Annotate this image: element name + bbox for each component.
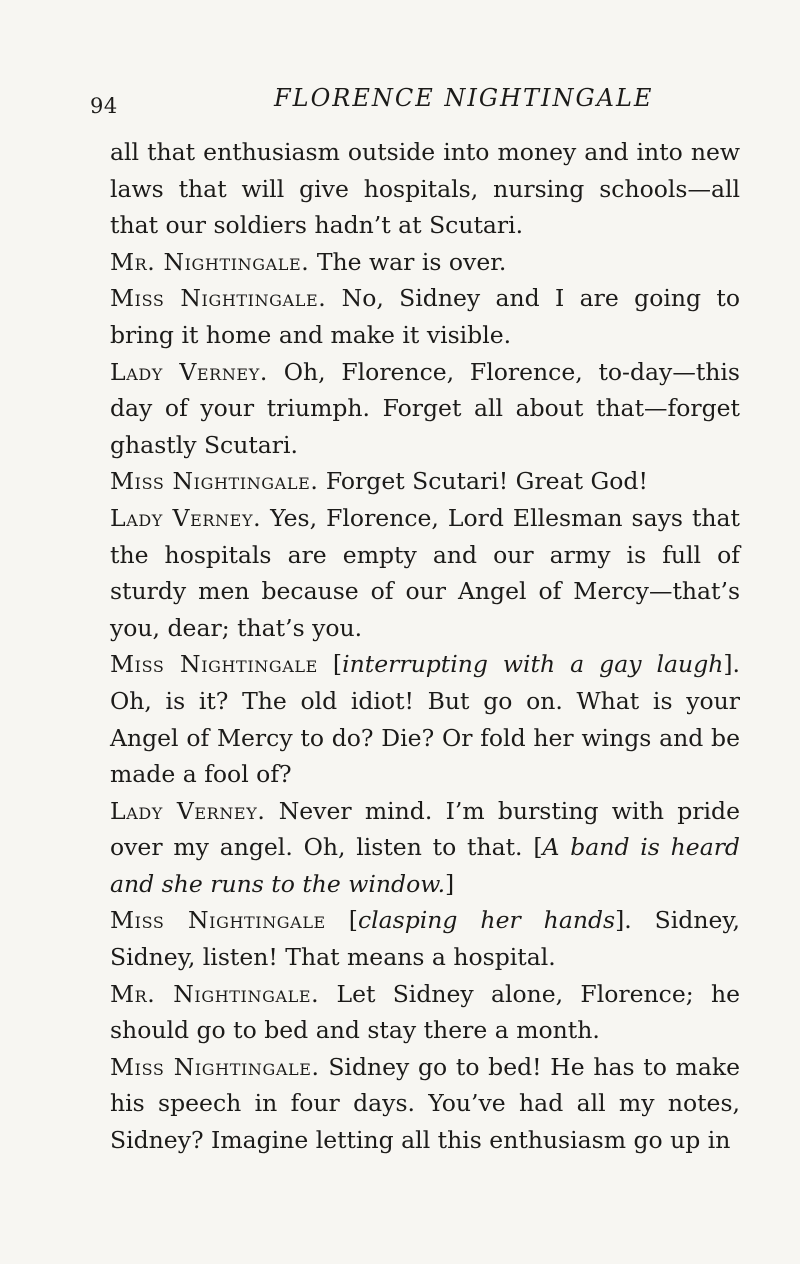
speaker-name: Lady Verney. [110, 357, 268, 386]
speech-text: Oh, Florence, Florence, to-day—this day of your triumph. Forget all about that—forget ghastly Scutari. [110, 357, 740, 459]
speech-miss-nightingale [110, 902, 740, 975]
speech-text: Oh, is it? The old idiot! But go on. What is your Angel of Mercy to do? Die? Or fold her wings and be made a fool of? [110, 686, 740, 789]
speech-miss-nightingale [110, 280, 740, 353]
bracket-open: [ [317, 650, 343, 679]
stage-direction: A band is heard and she runs to the window. [110, 833, 740, 898]
paragraph-text: all that enthusiasm outside into money and into new laws that will give hospitals, nursing schools—all that our soldiers hadn’t at Scutari. [110, 138, 740, 240]
speech-text: Let Sidney alone, Florence; he should go to bed and stay there a month. [110, 979, 740, 1045]
speaker-name: Mr. Nightingale. [110, 979, 320, 1008]
speaker-name: Miss Nightingale [110, 650, 318, 679]
speech-text: Never mind. I’m bursting with pride over my angel. Oh, listen to that. [ [110, 796, 740, 862]
speech-mr-nightingale [110, 976, 740, 1049]
speaker-name: Miss Nightingale. [110, 467, 319, 496]
speech-miss-nightingale [110, 646, 740, 792]
bracket-close: ] [445, 869, 455, 898]
speaker-name: Lady Verney. [110, 503, 262, 532]
speech-text: Sidney, Sidney, listen! That means a hospital. [110, 906, 740, 972]
speech-text: Yes, Florence, Lord Ellesman says that the hospitals are empty and our army is full of sturdy men because of our Angel of Mercy—that’s you, dear; that’s you. [110, 503, 740, 642]
speaker-name: Miss Nightingale. [110, 284, 327, 313]
speech-miss-nightingale [110, 1049, 740, 1159]
page-header [90, 82, 730, 126]
body-text [110, 134, 740, 1159]
speech-text: Forget Scutari! Great God! [318, 467, 648, 496]
speech-mr-nightingale [110, 244, 740, 281]
stage-direction: interrupting with a gay laugh [342, 650, 724, 679]
speaker-name: Mr. Nightingale. [110, 247, 310, 276]
speech-lady-verney [110, 354, 740, 464]
bracket-close: ]. [723, 650, 741, 679]
speaker-name: Miss Nightingale. [110, 1052, 320, 1081]
speech-text: Sidney go to bed! He has to make his speech in four days. You’ve had all my notes, Sidney? Imagine letting all this enthusiasm go up in [110, 1052, 740, 1155]
speech-miss-nightingale [110, 463, 740, 500]
bracket-open: [ [325, 906, 358, 935]
speech-lady-verney [110, 500, 740, 646]
stage-direction: clasping her hands [357, 906, 616, 935]
running-head: FLORENCE NIGHTINGALE [274, 84, 654, 112]
speaker-name: Miss Nightingale [110, 906, 326, 935]
speech-lady-verney [110, 793, 740, 903]
speech-text: The war is over. [309, 247, 507, 276]
paragraph-continuation [110, 134, 740, 244]
bracket-close: ]. [615, 906, 632, 935]
speaker-name: Lady Verney. [110, 796, 266, 825]
page-number: 94 [90, 94, 118, 118]
speech-text: No, Sidney and I are going to bring it home and make it visible. [110, 284, 740, 349]
